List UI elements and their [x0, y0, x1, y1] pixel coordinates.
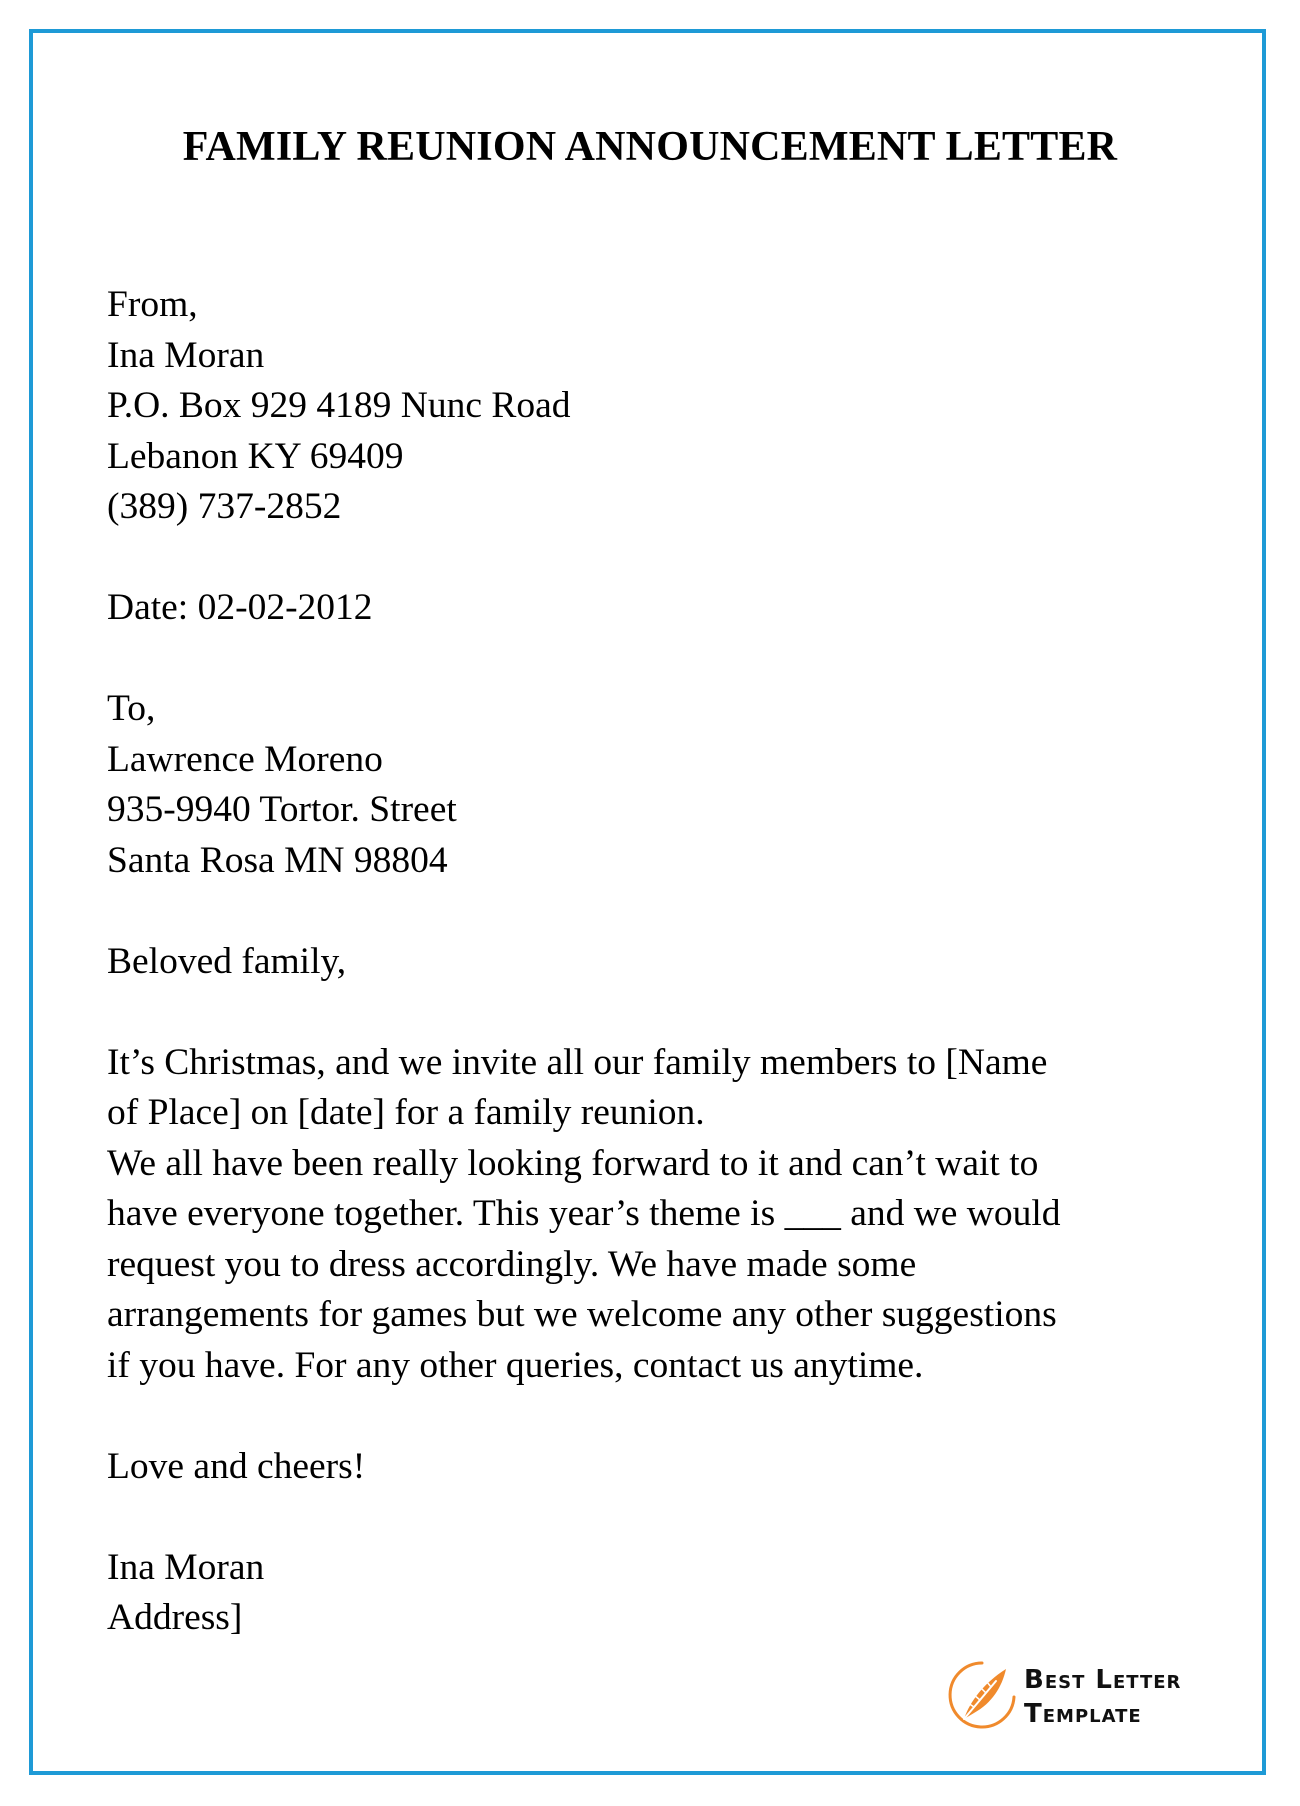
quill-feather-icon	[944, 1657, 1020, 1733]
body-line: It’s Christmas, and we invite all our family members to [Name	[107, 1041, 1048, 1083]
body-line: We all have been really looking forward to it and can’t wait to	[107, 1142, 1039, 1184]
signature-name: Ina Moran	[107, 1546, 265, 1588]
recipient-label: To,	[107, 688, 156, 729]
signature-block	[107, 1543, 1207, 1644]
closing: Love and cheers!	[107, 1445, 366, 1487]
body-paragraph	[107, 1038, 1207, 1392]
recipient-address-line2: Santa Rosa MN 98804	[107, 839, 448, 881]
sender-address-line1: P.O. Box 929 4189 Nunc Road	[107, 385, 571, 426]
brand-logo	[944, 1655, 1214, 1745]
logo-line2: Template	[1024, 1699, 1142, 1729]
logo-text	[1024, 1663, 1181, 1731]
sender-block	[107, 280, 1207, 533]
body-line: arrangements for games but we welcome any other suggestions	[107, 1294, 1057, 1335]
logo-line1: Best Letter	[1024, 1665, 1182, 1695]
recipient-address-line1: 935-9940 Tortor. Street	[107, 789, 457, 830]
sender-phone: (389) 737-2852	[107, 486, 342, 527]
letter-title: FAMILY REUNION ANNOUNCEMENT LETTER	[182, 124, 1118, 170]
sender-address-line2: Lebanon KY 69409	[107, 435, 404, 477]
body-line: have everyone together. This year’s theme is ___ and we would	[107, 1193, 1061, 1234]
body-line: of Place] on [date] for a family reunion.	[107, 1092, 705, 1133]
recipient-block	[107, 684, 1207, 886]
sender-name: Ina Moran	[107, 334, 265, 376]
sender-label: From,	[107, 284, 198, 325]
recipient-name: Lawrence Moreno	[107, 738, 383, 780]
body-line: request you to dress accordingly. We have made some	[107, 1243, 917, 1285]
letter-date: Date: 02-02-2012	[107, 587, 373, 628]
body-line: if you have. For any other queries, contact us anytime.	[107, 1344, 924, 1386]
signature-address: Address]	[107, 1597, 243, 1638]
letter-body	[107, 280, 1207, 1644]
salutation: Beloved family,	[107, 940, 347, 982]
